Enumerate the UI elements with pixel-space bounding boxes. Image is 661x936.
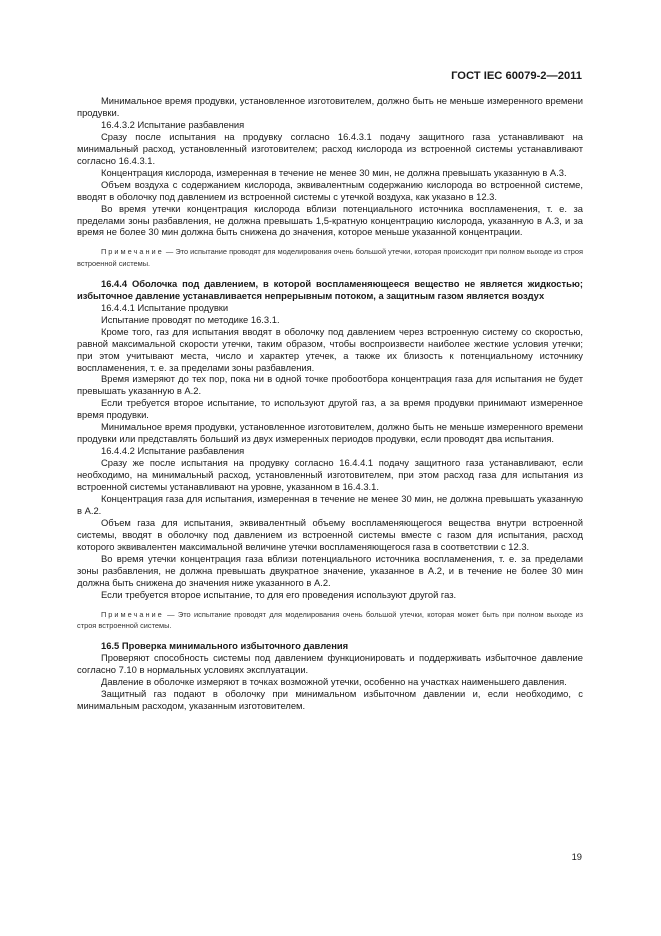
note-text: — Это испытание проводят для моделирования очень большой утечки, которая происходит при полном выходе из строя встроенной системы. [77,247,583,268]
section-heading-16-4-4: 16.4.4 Оболочка под давлением, в которой воспламеняющееся вещество не является жидкостью; избыточное давление устанавливается непрерывным потоком, а защитным газом является воздух [77,277,583,301]
subsection-heading: 16.4.4.1 Испытание продувки [101,301,229,313]
section-heading-16-5: 16.5 Проверка минимального избыточного давления [101,639,349,651]
paragraph: Защитный газ подают в оболочку при минимальном избыточном давлении и, если необходимо, с минимальным расходом, указанным изготовителем. [77,687,583,711]
paragraph: Кроме того, газ для испытания вводят в оболочку под давлением через встроенную систему со скоростью, равной максимальной скорости утечки, таким образом, чтобы воспроизвести наиболее жесткие условия утечки; при этом учитывают места, число и характер утечек, а также их близость к потенциальному источнику воспламенения, т. е. за пределами зоны разбавления. [77,325,583,373]
note-label: Примечание [101,609,164,619]
paragraph: Объем газа для испытания, эквивалентный объему воспламеняющегося вещества внутри встроенной системы, вводят в оболочку под давлением из встроенной системы вместе с газом для испытания, расход которого эквивалентен максимальной величине утечки воспламеняющегося газа в соответствии с 12.3. [77,516,583,552]
page-number: 19 [571,851,582,862]
paragraph: Во время утечки концентрация газа вблизи потенциального источника воспламенения, т. е. за пределами зоны разбавления, не должна превышать двукратное значение, указанное в А.2, и в течение не более 30 мин должна быть снижена до значения ниже указанного в А.2. [77,552,583,588]
note [77,246,583,268]
paragraph: Если требуется второе испытание, то используют другой газ, а за время продувки принимают измеренное время продувки. [77,397,583,421]
paragraph: Время измеряют до тех пор, пока ни в одной точке пробоотбора концентрация газа для испытания не будет превышать указанную в А.2. [77,373,583,397]
subsection-heading: 16.4.3.2 Испытание разбавления [101,118,245,130]
document-id-header: ГОСТ IEC 60079-2—2011 [451,70,582,82]
paragraph: Испытание проводят по методике 16.3.1. [101,313,280,325]
note-text: — Это испытание проводят для моделирования очень большой утечки, которая может быть при полном выходе из строя встроенной системы. [77,609,583,630]
paragraph: Сразу же после испытания на продувку согласно 16.4.4.1 подачу защитного газа устанавливают, если необходимо, на минимальный расход, установленный изготовителем, при этом расход газа для испытания из встроенной системы устанавливают на уровне, указанном в 16.4.3.1. [77,457,583,493]
page-body [77,95,583,712]
note [77,609,583,631]
note-label: Примечание [101,247,164,257]
paragraph: Объем воздуха с содержанием кислорода, эквивалентным содержанию кислорода во встроенной системе, вводят в оболочку под давлением из встроенной системы с утечкой воздуха, как указано в 12.3. [77,178,583,202]
paragraph: Концентрация газа для испытания, измеренная в течение не менее 30 мин, не должна превышать указанную в А.2. [77,493,583,516]
subsection-heading: 16.4.4.2 Испытание разбавления [101,445,245,457]
paragraph: Концентрация кислорода, измеренная в течение не менее 30 мин, не должна превышать указанную в А.3. [101,166,567,178]
paragraph: Давление в оболочке измеряют в точках возможной утечки, особенно на участках наименьшего давления. [101,675,567,687]
paragraph: Сразу после испытания на продувку согласно 16.4.3.1 подачу защитного газа устанавливают на минимальный расход, установленный изготовителем; расход кислорода из встроенной системы устанавливают согласно 16.4.3.1. [77,130,583,166]
paragraph: Во время утечки концентрация кислорода вблизи потенциального источника воспламенения, т. е. за пределами зоны разбавления, не должна превышать 1,5-кратную концентрацию кислорода, указанную в А.3, и за время не более 30 мин должна быть снижена до значения, которое меньше указанной концентрации. [77,202,583,238]
paragraph: Минимальное время продувки, установленное изготовителем, должно быть не меньше измеренного времени продувки или представлять больший из двух измеренных периодов продувки, если проводят два испытания. [77,421,583,445]
paragraph: Проверяют способность системы под давлением функционировать и поддерживать избыточное давление согласно 7.10 в нормальных условиях эксплуатации. [77,651,583,675]
paragraph: Минимальное время продувки, установленное изготовителем, должно быть не меньше измеренного времени продувки. [77,95,583,118]
paragraph: Если требуется второе испытание, то для его проведения используют другой газ. [101,588,457,600]
